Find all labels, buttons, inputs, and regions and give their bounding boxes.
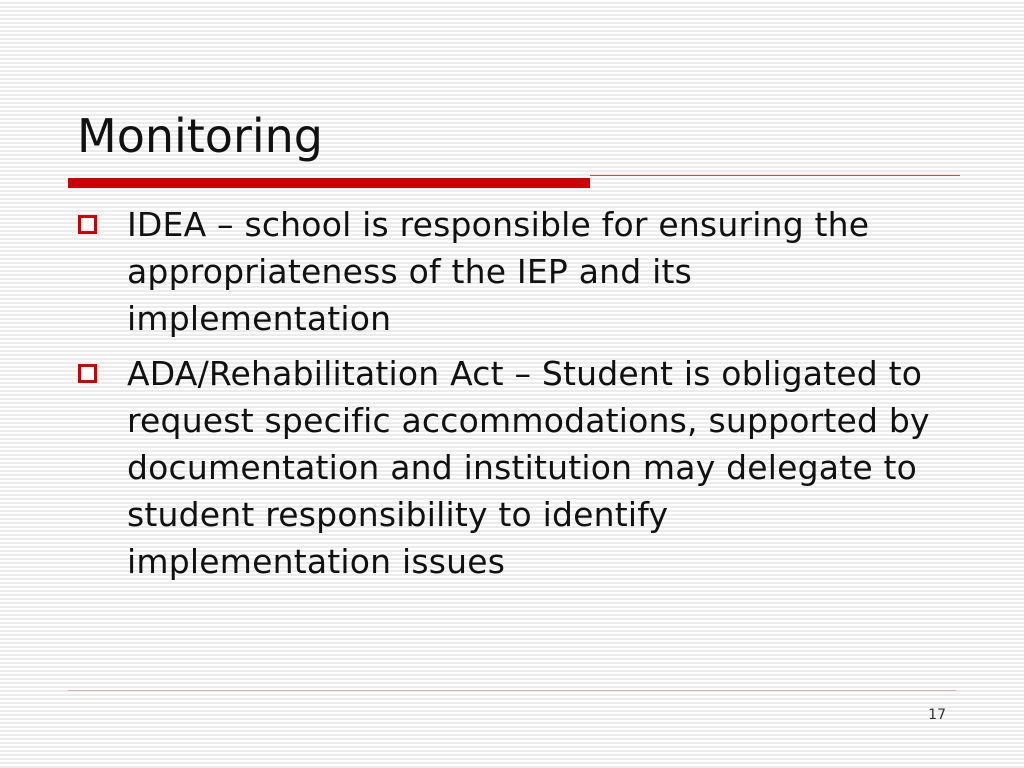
bullet-item bbox=[78, 350, 938, 585]
page-number: 17 bbox=[928, 707, 946, 723]
title-underline-thick bbox=[68, 178, 590, 188]
footer-divider bbox=[68, 690, 956, 691]
bullet-text: IDEA – school is responsible for ensuring the appropriateness of the IEP and its implementation bbox=[127, 205, 870, 338]
hollow-square-icon bbox=[78, 364, 97, 383]
bullet-item bbox=[78, 201, 938, 342]
title-underline-thin bbox=[590, 175, 960, 176]
slide-title: Monitoring bbox=[77, 109, 323, 163]
hollow-square-icon bbox=[78, 215, 97, 234]
bullet-text: ADA/Rehabilitation Act – Student is obligated to request specific accommodations, supported by documentation and institution may delegate to student responsibility to identify implementation issues bbox=[127, 354, 930, 581]
bullet-list bbox=[78, 201, 938, 593]
